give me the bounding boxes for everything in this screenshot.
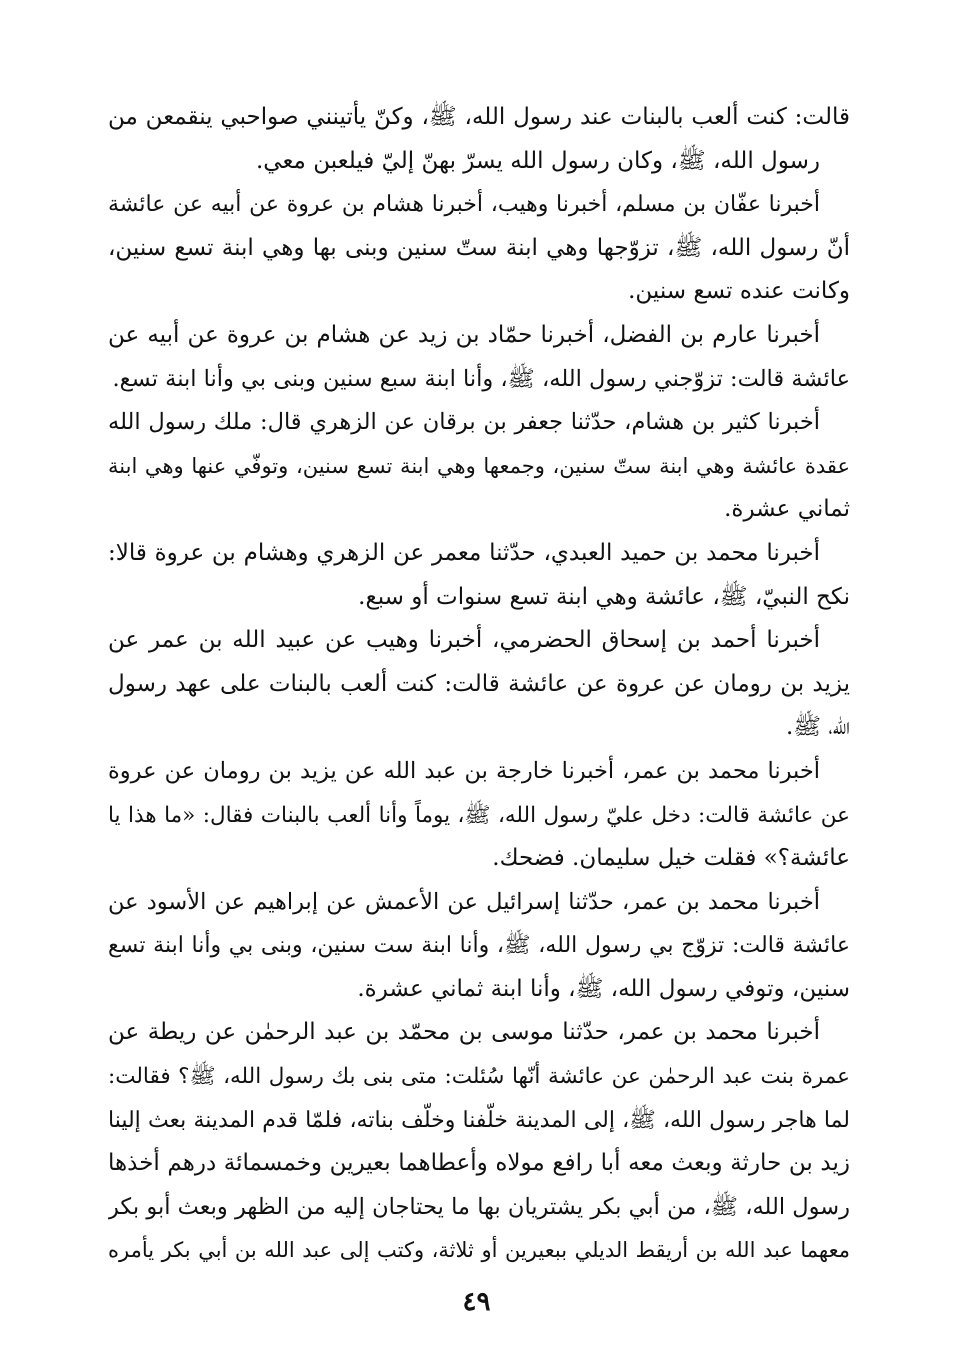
text-line: وكانت عنده تسع سنين.	[628, 278, 850, 305]
text-line: أخبرنا عارم بن الفضل، أخبرنا حمّاد بن زيد عن هشام بن عروة عن أبيه عن	[108, 321, 820, 348]
text-line: عقدة عائشة وهي ابنة ستّ سنين، وجمعها وهي ابنة تسع سنين، وتوفّي عنها وهي ابنة	[108, 453, 850, 478]
text-line: أخبرنا محمد بن حميد العبدي، حدّثنا معمر عن الزهري وهشام بن عروة قالا:	[108, 539, 820, 566]
paragraph	[108, 314, 850, 401]
text-line: عمرة بنت عبد الرحمٰن عن عائشة أنّها سُئلت: متى بنى بك رسول الله، ﷺ؟ فقالت:	[108, 1064, 850, 1090]
text-line: أنّ رسول الله، ﷺ، تزوّجها وهي ابنة ستّ سنين وبنى بها وهي ابنة تسع سنين،	[108, 234, 850, 261]
text-line: الله، ﷺ.	[786, 714, 850, 741]
text-line: رسول الله، ﷺ، وكان رسول الله يسرّ بهنّ إليّ فيلعبن معي.	[255, 147, 820, 174]
text-line: أخبرنا عفّان بن مسلم، أخبرنا وهيب، أخبرنا هشام بن عروة عن أبيه عن عائشة	[108, 192, 820, 218]
text-line: عائشة؟» فقلت خيل سليمان. فضحك.	[492, 845, 850, 872]
page-number: ٤٩	[462, 1287, 491, 1317]
text-line: نكح النبيّ، ﷺ، عائشة وهي ابنة تسع سنوات أو سبع.	[358, 583, 850, 610]
text-line: قالت: كنت ألعب بالبنات عند رسول الله، ﷺ، وكنّ يأتينني صواحبي ينقمعن من	[108, 104, 850, 130]
paragraph	[108, 619, 850, 750]
text-line: معهما عبد الله بن أريقط الديلي ببعيرين أو ثلاثة، وكتب إلى عبد الله بن أبي بكر يأمره	[108, 1238, 850, 1263]
text-line: عائشة قالت: تزوّج بي رسول الله، ﷺ، وأنا ابنة ست سنين، وبنى بي وأنا ابنة تسع	[108, 933, 850, 959]
paragraph	[108, 1011, 850, 1273]
text-line: عائشة قالت: تزوّجني رسول الله، ﷺ، وأنا ابنة سبع سنين وبنى بي وأنا ابنة تسع.	[112, 365, 850, 392]
text-line: ثماني عشرة.	[724, 496, 850, 523]
paragraph	[108, 750, 850, 881]
text-line: رسول الله، ﷺ، من أبي بكر يشتريان بها ما يحتاجان إليه من الظهر وبعث أبو بكر	[108, 1193, 850, 1220]
text-line: أخبرنا محمد بن عمر، حدّثنا موسى بن محمّد بن عبد الرحمٰن عن ريطة عن	[108, 1019, 820, 1046]
paragraph	[108, 183, 850, 314]
text-line: زيد بن حارثة وبعث معه أبا رافع مولاه وأعطاهما بعيرين وخمسمائة درهم أخذها	[108, 1150, 850, 1177]
page-body	[108, 96, 850, 1273]
paragraph	[108, 532, 850, 619]
text-line: أخبرنا كثير بن هشام، حدّثنا جعفر بن برقان عن الزهري قال: ملك رسول الله	[108, 409, 820, 436]
text-line: أخبرنا محمد بن عمر، حدّثنا إسرائيل عن الأعمش عن إبراهيم عن الأسود عن	[108, 888, 820, 915]
paragraph	[108, 881, 850, 1012]
text-line: أخبرنا محمد بن عمر، أخبرنا خارجة بن عبد الله عن يزيد بن رومان عن عروة	[108, 757, 820, 784]
paragraph	[108, 401, 850, 532]
text-line: سنين، وتوفي رسول الله، ﷺ، وأنا ابنة ثماني عشرة.	[357, 975, 850, 1002]
text-line: لما هاجر رسول الله، ﷺ، إلى المدينة خلّفنا وخلّف بناته، فلمّا قدم المدينة بعث إلينا	[108, 1107, 850, 1133]
text-line: عن عائشة قالت: دخل عليّ رسول الله، ﷺ، يوماً وأنا ألعب بالبنات فقال: «ما هذا يا	[108, 802, 850, 828]
text-line: أخبرنا أحمد بن إسحاق الحضرمي، أخبرنا وهيب عن عبيد الله بن عمر عن	[108, 627, 820, 654]
paragraph	[108, 96, 850, 183]
text-line: يزيد بن رومان عن عروة عن عائشة قالت: كنت ألعب بالبنات على عهد رسول	[108, 670, 850, 697]
